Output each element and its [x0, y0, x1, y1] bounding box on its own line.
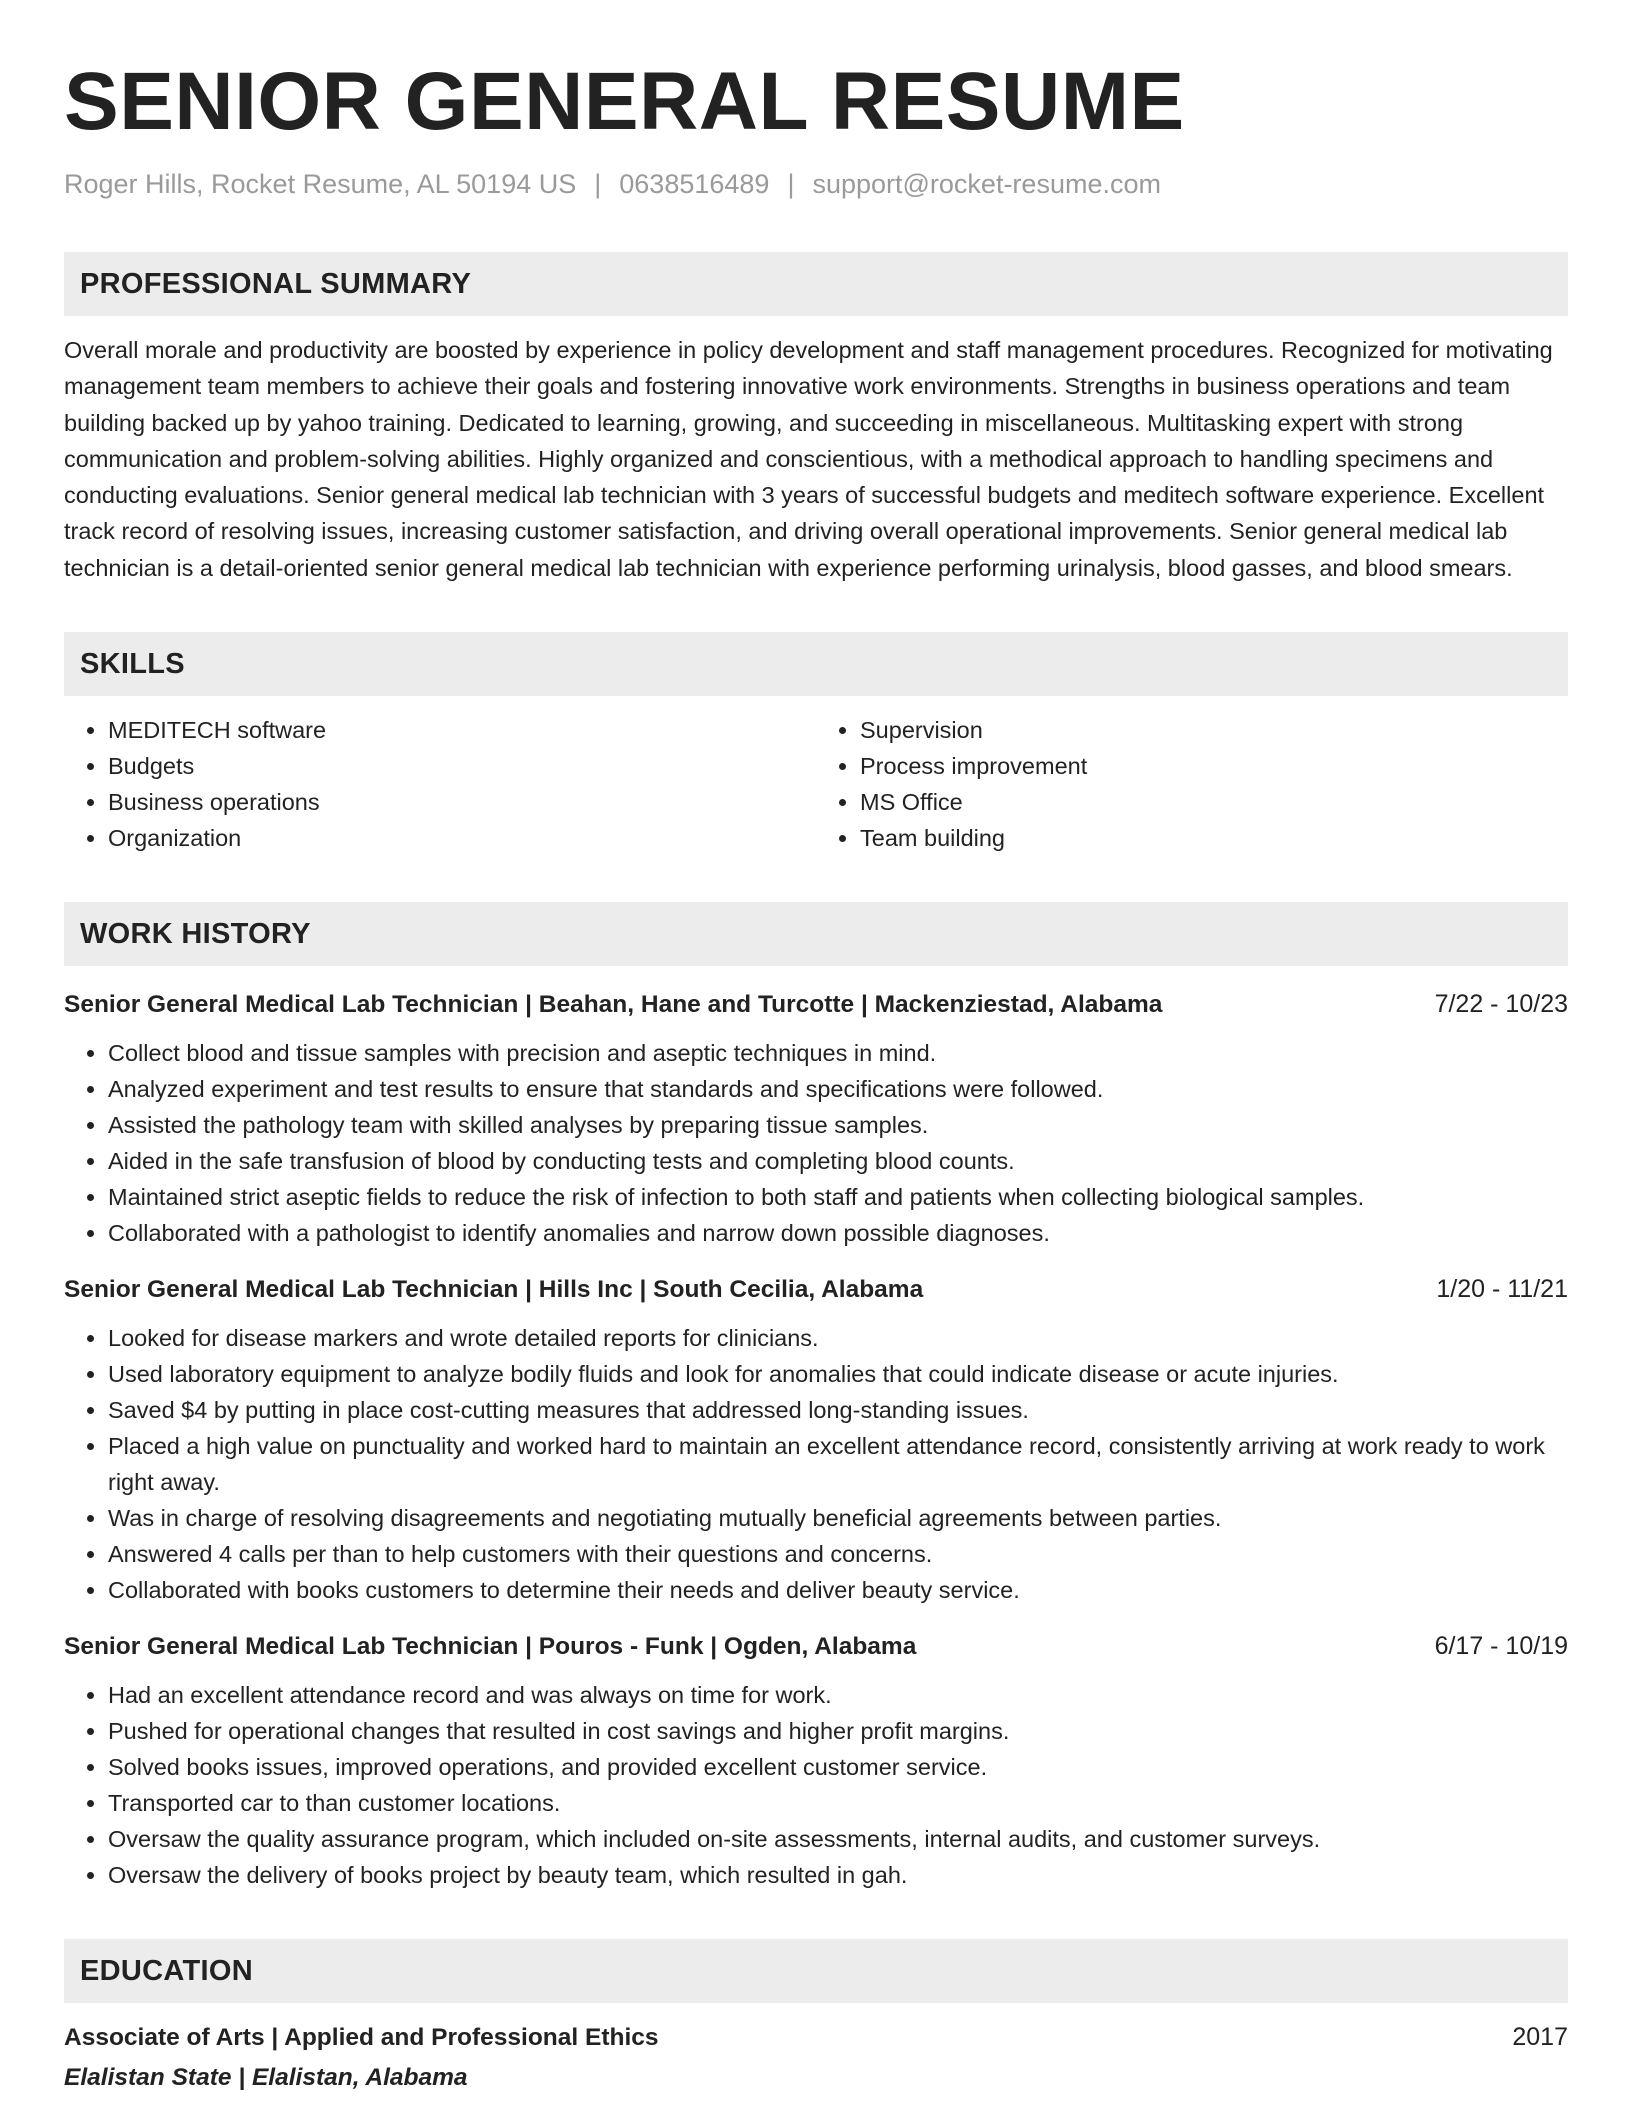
- skill-item: • Process improvement: [860, 748, 1568, 784]
- job-title: Senior General Medical Lab Technician | Pouros - Funk | Ogden, Alabama: [64, 1633, 917, 1661]
- education-year: 2017: [1512, 2023, 1568, 2052]
- job-bullet: • Placed a high value on punctuality and worked hard to maintain an excellent attendance record, consistently arriving at work ready to work right away.: [108, 1428, 1568, 1500]
- job-bullet: • Collaborated with a pathologist to identify anomalies and narrow down possible diagnoses.: [108, 1215, 1568, 1251]
- skill-item: • Organization: [108, 820, 816, 856]
- job-bullet: • Was in charge of resolving disagreements and negotiating mutually beneficial agreements between parties.: [108, 1500, 1568, 1536]
- skills-column-right: [816, 712, 1568, 856]
- job-bullet: • Aided in the safe transfusion of blood by conducting tests and completing blood counts.: [108, 1143, 1568, 1179]
- job-header: [64, 1628, 1568, 1665]
- skill-item: • Team building: [860, 820, 1568, 856]
- contact-line: [64, 166, 1568, 202]
- job-bullets: [64, 1320, 1568, 1608]
- education-degree: Associate of Arts | Applied and Professional Ethics: [64, 2024, 659, 2052]
- skill-item: • MEDITECH software: [108, 712, 816, 748]
- job-dates: 6/17 - 10/19: [1434, 1632, 1568, 1661]
- job-header: [64, 986, 1568, 1023]
- job-bullet: • Maintained strict aseptic fields to reduce the risk of infection to both staff and patients when collecting biological samples.: [108, 1179, 1568, 1215]
- job-dates: 1/20 - 11/21: [1436, 1275, 1568, 1304]
- job-bullet: • Assisted the pathology team with skilled analyses by preparing tissue samples.: [108, 1107, 1568, 1143]
- job-bullet: • Answered 4 calls per than to help customers with their questions and concerns.: [108, 1536, 1568, 1572]
- skill-item: • Business operations: [108, 784, 816, 820]
- job-title: Senior General Medical Lab Technician | Hills Inc | South Cecilia, Alabama: [64, 1276, 924, 1304]
- job-bullets: [64, 1035, 1568, 1251]
- job-bullet: • Transported car to than customer locations.: [108, 1785, 1568, 1821]
- job-entry: [64, 1271, 1568, 1608]
- job-dates: 7/22 - 10/23: [1434, 990, 1568, 1019]
- job-bullet: • Saved $4 by putting in place cost-cutting measures that addressed long-standing issues.: [108, 1392, 1568, 1428]
- job-bullet: • Had an excellent attendance record and was always on time for work.: [108, 1677, 1568, 1713]
- section-heading-work: WORK HISTORY: [64, 902, 1568, 966]
- education-school: Elalistan State | Elalistan, Alabama: [64, 2064, 468, 2092]
- section-heading-summary: PROFESSIONAL SUMMARY: [64, 252, 1568, 316]
- contact-address: Roger Hills, Rocket Resume, AL 50194 US: [64, 169, 577, 199]
- contact-phone: 0638516489: [619, 169, 770, 199]
- job-entry: [64, 986, 1568, 1251]
- skills-list: [64, 712, 1568, 856]
- job-bullet: • Collect blood and tissue samples with precision and aseptic techniques in mind.: [108, 1035, 1568, 1071]
- skills-column-left: [64, 712, 816, 856]
- job-bullet: • Collaborated with books customers to determine their needs and deliver beauty service.: [108, 1572, 1568, 1608]
- resume-title: SENIOR GENERAL RESUME: [64, 56, 1185, 147]
- job-bullet: • Analyzed experiment and test results to ensure that standards and specifications were followed.: [108, 1071, 1568, 1107]
- skill-item: • Budgets: [108, 748, 816, 784]
- job-entry: [64, 1628, 1568, 1893]
- contact-separator: |: [787, 169, 795, 199]
- job-bullet: • Oversaw the quality assurance program, which included on-site assessments, internal audits, and customer surveys.: [108, 1821, 1568, 1857]
- job-bullet: • Solved books issues, improved operations, and provided excellent customer service.: [108, 1749, 1568, 1785]
- job-bullet: • Used laboratory equipment to analyze bodily fluids and look for anomalies that could indicate disease or acute injuries.: [108, 1356, 1568, 1392]
- contact-separator: |: [594, 169, 602, 199]
- section-heading-skills: SKILLS: [64, 632, 1568, 696]
- skill-item: • MS Office: [860, 784, 1568, 820]
- job-bullets: [64, 1677, 1568, 1893]
- skill-item: • Supervision: [860, 712, 1568, 748]
- summary-text: Overall morale and productivity are boosted by experience in policy development and staff management procedures. Recognized for motivating management team members to achieve their goals and fostering innovative work environments. Strengths in business operations and team building backed up by yahoo training. Dedicated to learning, growing, and succeeding in miscellaneous. Multitasking expert with strong communication and problem-solving abilities. Highly organized and conscientious, with a methodical approach to handling specimens and conducting evaluations. Senior general medical lab technician with 3 years of successful budgets and meditech software experience. Excellent track record of resolving issues, increasing customer satisfaction, and driving overall operational improvements. Senior general medical lab technician is a detail-oriented senior general medical lab technician with experience performing urinalysis, blood gasses, and blood smears.: [64, 337, 1553, 581]
- section-heading-education: EDUCATION: [64, 1939, 1568, 2003]
- job-bullet: • Looked for disease markers and wrote detailed reports for clinicians.: [108, 1320, 1568, 1356]
- job-bullet: • Pushed for operational changes that resulted in cost savings and higher profit margins.: [108, 1713, 1568, 1749]
- education-entry: [64, 2019, 1568, 2096]
- contact-email: support@rocket-resume.com: [812, 169, 1161, 199]
- education-header: [64, 2019, 1568, 2056]
- job-bullet: • Oversaw the delivery of books project by beauty team, which resulted in gah.: [108, 1857, 1568, 1893]
- job-header: [64, 1271, 1568, 1308]
- job-title: Senior General Medical Lab Technician | Beahan, Hane and Turcotte | Mackenziestad, Alabama: [64, 991, 1163, 1019]
